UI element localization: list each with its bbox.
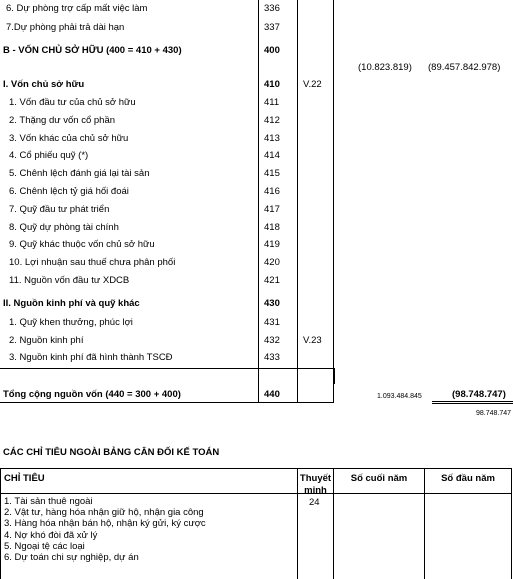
row-code: 419 bbox=[264, 239, 280, 250]
row-label: 8. Quỹ dự phòng tài chính bbox=[9, 222, 119, 233]
section-ii-code: 430 bbox=[264, 298, 280, 309]
header-note: Thuyết minh bbox=[299, 473, 332, 496]
col-divider bbox=[333, 368, 335, 384]
row-divider bbox=[0, 493, 512, 494]
note-value: 24 bbox=[309, 497, 320, 508]
row-code: 413 bbox=[264, 133, 280, 144]
check-value: 98.748.747 bbox=[476, 410, 512, 417]
col-divider bbox=[0, 468, 1, 579]
list-item: 2. Vật tư, hàng hóa nhận giữ hộ, nhận gia công bbox=[4, 507, 204, 519]
row-label: 7. Quỹ đầu tư phát triển bbox=[9, 204, 110, 215]
section-b-code: 400 bbox=[264, 45, 280, 56]
offbalance-items bbox=[4, 496, 206, 563]
section-ii-label: II. Nguồn kinh phí và quỹ khác bbox=[3, 298, 140, 309]
row-label: 10. Lợi nhuận sau thuế chưa phân phối bbox=[9, 257, 176, 268]
row-code: 431 bbox=[264, 317, 280, 328]
row-code: 336 bbox=[264, 3, 280, 14]
header-begin: Số đầu năm bbox=[441, 473, 495, 484]
row-label: 1. Vốn đầu tư của chủ sở hữu bbox=[9, 97, 136, 108]
row-label: 2. Thặng dư vốn cổ phần bbox=[9, 115, 116, 126]
col-divider bbox=[258, 0, 259, 402]
row-label: 6. Dự phòng trợ cấp mất việc làm bbox=[6, 3, 148, 14]
col-divider bbox=[297, 0, 298, 402]
row-label: 1. Quỹ khen thưởng, phúc lợi bbox=[9, 317, 133, 328]
row-label: 6. Chênh lệch tỷ giá hối đoái bbox=[9, 186, 129, 197]
row-label: 7.Dự phòng phải trả dài hạn bbox=[6, 22, 125, 33]
row-code: 415 bbox=[264, 168, 280, 179]
row-code: 417 bbox=[264, 204, 280, 215]
row-code: 416 bbox=[264, 186, 280, 197]
row-code: 412 bbox=[264, 115, 280, 126]
row-code: 337 bbox=[264, 22, 280, 33]
row-code: 421 bbox=[264, 275, 280, 286]
total-label: Tổng cộng nguồn vốn (440 = 300 + 400) bbox=[3, 389, 181, 400]
section-i-code: 410 bbox=[264, 79, 280, 90]
row-code: 433 bbox=[264, 352, 280, 363]
list-item: 6. Dự toán chi sự nghiệp, dự án bbox=[4, 552, 139, 564]
section-i-note: V.22 bbox=[303, 79, 322, 90]
total-underline bbox=[432, 401, 513, 402]
row-divider bbox=[0, 402, 334, 403]
total-underline bbox=[432, 403, 513, 404]
row-code: 432 bbox=[264, 335, 280, 346]
col-divider bbox=[333, 468, 334, 579]
row-code: 420 bbox=[264, 257, 280, 268]
list-item: 5. Ngoại tệ các loại bbox=[4, 540, 85, 552]
col-divider bbox=[333, 0, 334, 402]
section-b-begin-value: (89.457.842.978) bbox=[428, 62, 501, 73]
row-label: 2. Nguồn kinh phí bbox=[9, 335, 84, 346]
row-label: 3. Vốn khác của chủ sở hữu bbox=[9, 133, 129, 144]
total-end-value: 1.093.484.845 bbox=[377, 393, 422, 400]
row-code: 411 bbox=[264, 97, 280, 108]
row-label: 11. Nguồn vốn đầu tư XDCB bbox=[9, 275, 130, 286]
col-divider bbox=[424, 468, 425, 579]
offbalance-title: CÁC CHỈ TIÊU NGOÀI BẢNG CÂN ĐỐI KẾ TOÁN bbox=[3, 447, 220, 458]
row-label: 5. Chênh lệch đánh giá lại tài sản bbox=[9, 168, 150, 179]
section-i-label: I. Vốn chủ sở hữu bbox=[3, 79, 85, 90]
row-label: 4. Cổ phiếu quỹ (*) bbox=[9, 150, 89, 161]
row-code: 418 bbox=[264, 222, 280, 233]
header-item: CHỈ TIÊU bbox=[4, 473, 45, 484]
header-end: Số cuối năm bbox=[350, 473, 408, 484]
row-divider bbox=[0, 368, 334, 369]
row-label: 9. Quỹ khác thuộc vốn chủ sở hữu bbox=[9, 239, 155, 250]
list-item: 4. Nợ khó đòi đã xử lý bbox=[4, 529, 98, 541]
row-code: 414 bbox=[264, 150, 280, 161]
total-begin-value: (98.748.747) bbox=[452, 389, 506, 400]
total-code: 440 bbox=[264, 389, 280, 400]
row-divider bbox=[0, 468, 512, 469]
section-b-end-value: (10.823.819) bbox=[358, 62, 412, 73]
row-note: V.23 bbox=[303, 335, 322, 346]
section-b-label: B - VỐN CHỦ SỞ HỮU (400 = 410 + 430) bbox=[3, 45, 182, 56]
row-label: 3. Nguồn kinh phí đã hình thành TSCĐ bbox=[9, 352, 173, 363]
col-divider bbox=[511, 468, 512, 579]
list-item: 1. Tài sản thuê ngoài bbox=[4, 496, 93, 507]
list-item: 3. Hàng hóa nhận bán hộ, nhận ký gửi, ký cược bbox=[4, 518, 206, 530]
